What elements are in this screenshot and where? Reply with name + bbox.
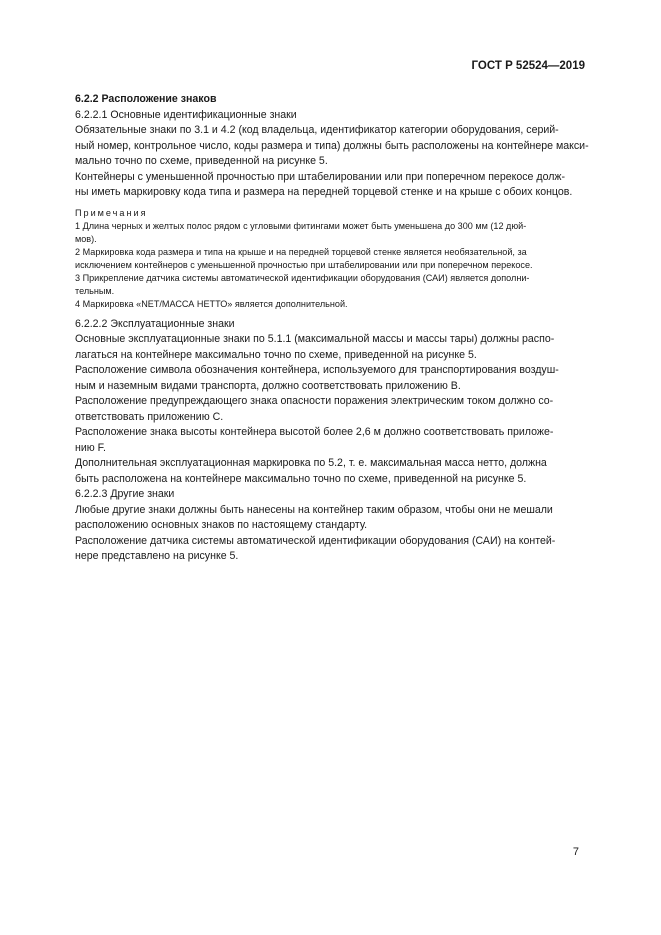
text-line: ны иметь маркировку кода типа и размера на передней торцевой стенке и на крыше с обоих концов. <box>75 186 573 198</box>
text-line: ный номер, контрольное число, коды размера и типа) должны быть расположены на контейнере макси- <box>75 139 589 152</box>
text-line: ответствовать приложению С. <box>75 410 224 423</box>
text-line: Обязательные знаки по 3.1 и 4.2 (код владельца, идентификатор категории оборудования, серий- <box>75 124 559 136</box>
paragraph-other-marks <box>75 503 580 534</box>
notes-title: Примечания <box>75 207 148 218</box>
text-line: лагаться на контейнере максимально точно по схеме, приведенной на рисунке 5. <box>75 348 477 361</box>
text-line: ным и наземным видами транспорта, должно соответствовать приложению В. <box>75 379 461 392</box>
text-line: быть расположена на контейнере максимально точно по схеме, приведенной на рисунке 5. <box>75 472 527 485</box>
text-line: Любые другие знаки должны быть нанесены на контейнер таким образом, чтобы они не мешали <box>75 503 553 516</box>
text-line: 4 Маркировка «NET/МАССА НЕТТО» является дополнительной. <box>75 298 348 309</box>
section-title: 6.2.2 Расположение знаков <box>75 93 217 105</box>
paragraph-height-mark <box>75 425 580 456</box>
paragraph-reduced-strength <box>75 170 580 201</box>
text-line: Расположение символа обозначения контейнера, используемого для транспортирования воздуш- <box>75 364 559 376</box>
document-standard-header: ГОСТ Р 52524—2019 <box>471 60 585 72</box>
subsection-title-operational: 6.2.2.2 Эксплуатационные знаки <box>75 317 235 330</box>
text-line: расположению основных знаков по настоящему стандарту. <box>75 519 368 531</box>
text-line: 1 Длина черных и желтых полос рядом с угловыми фитингами может быть уменьшена до 300 мм (12 дюй- <box>75 220 527 231</box>
text-line: 2 Маркировка кода размера и типа на крыше и на передней торцевой стенке является необязательной, за <box>75 246 527 257</box>
text-line: нере представлено на рисунке 5. <box>75 550 239 562</box>
text-line: мально точно по схеме, приведенной на рисунке 5. <box>75 155 328 167</box>
text-line: Контейнеры с уменьшенной прочностью при штабелировании или при поперечном перекосе долж- <box>75 170 566 183</box>
text-line: нию F. <box>75 441 106 454</box>
document-body <box>75 92 589 565</box>
text-line: тельным. <box>75 285 115 296</box>
text-line: Расположение предупреждающего знака опасности поражения электрическим током должно со- <box>75 395 554 407</box>
text-line: Расположение знака высоты контейнера высотой более 2,6 м должно соответствовать приложе- <box>75 426 554 438</box>
subsection-title-identification: 6.2.2.1 Основные идентификационные знаки <box>75 108 297 121</box>
note-item <box>75 272 580 298</box>
note-item <box>75 246 580 272</box>
text-line: Дополнительная эксплуатационная маркировка по 5.2, т. е. максимальная масса нетто, должна <box>75 457 547 469</box>
paragraph-net-mass <box>75 456 580 487</box>
paragraph-mandatory-marks <box>75 123 589 170</box>
paragraph-operational-marks <box>75 332 580 363</box>
text-line: исключением контейнеров с уменьшенной прочностью при штабелировании или при поперечном перекосе. <box>75 259 533 270</box>
paragraph-container-symbol <box>75 363 580 394</box>
note-item <box>75 220 580 246</box>
text-line: Основные эксплуатационные знаки по 5.1.1 (максимальной массы и массы тары) должны распо- <box>75 333 555 345</box>
page-number: 7 <box>572 846 579 858</box>
text-line: Расположение датчика системы автоматической идентификации оборудования (САИ) на контей- <box>75 534 556 547</box>
notes-block <box>75 207 580 311</box>
paragraph-aei-sensor <box>75 534 580 565</box>
note-item <box>75 298 580 311</box>
text-line: мов). <box>75 233 97 244</box>
text-line: 3 Прикрепление датчика системы автоматической идентификации оборудования (САИ) является дополни- <box>75 272 530 283</box>
paragraph-electric-warning <box>75 394 580 425</box>
subsection-title-other: 6.2.2.3 Другие знаки <box>75 488 175 500</box>
